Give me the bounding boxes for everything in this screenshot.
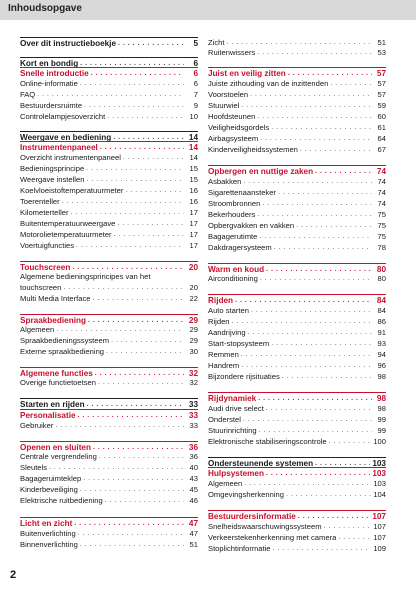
toc-entry: [208, 360, 386, 371]
toc-entry-page: 32: [188, 369, 198, 378]
toc-dot-leader: [62, 197, 184, 207]
toc-entry-label: Stuurwiel: [208, 101, 240, 110]
toc-entry-page: 53: [377, 48, 386, 57]
toc-dot-leader: [251, 306, 372, 316]
toc-entry: [20, 420, 198, 431]
toc-entry-label: Stoplichtinformatie: [208, 544, 271, 553]
toc-entry-label: Bedieningsprincipe: [20, 164, 85, 173]
toc-entry: [208, 100, 386, 111]
toc-entry-page: 14: [188, 133, 198, 142]
toc-entry-label: Gebruiker: [20, 421, 54, 430]
toc-entry-page: 98: [377, 372, 386, 381]
toc-entry: [20, 473, 198, 484]
toc-entry-page: 7: [193, 90, 198, 99]
toc-entry-page: 80: [377, 274, 386, 283]
toc-entry: [208, 176, 386, 187]
toc-entry: [208, 198, 386, 209]
toc-entry-label: Personalisatie: [20, 411, 76, 420]
toc-entry: [208, 122, 386, 133]
toc-entry-page: 47: [188, 519, 198, 528]
toc-dot-leader: [282, 372, 372, 382]
toc-entry: [208, 209, 386, 220]
toc-entry: [20, 111, 198, 122]
toc-entry-page: 14: [188, 143, 198, 152]
toc-entry-label: Sigarettenaansteker: [208, 188, 276, 197]
toc-dot-leader: [260, 134, 372, 144]
toc-dot-leader: [63, 283, 184, 293]
toc-entry: [20, 451, 198, 462]
toc-dot-leader: [123, 153, 184, 163]
toc-dot-leader: [243, 177, 372, 187]
toc-entry: [208, 521, 386, 532]
toc-entry-page: 86: [377, 317, 386, 326]
toc-entry-page: 16: [189, 186, 198, 195]
toc-entry: [20, 174, 198, 185]
toc-entry-page: 78: [377, 243, 386, 252]
toc-entry-label: Openen en sluiten: [20, 443, 91, 452]
toc-entry-page: 9: [193, 101, 198, 110]
toc-entry-label: Bagagerutimte: [208, 232, 258, 241]
toc-entry-label: Audi drive select: [208, 404, 264, 413]
toc-entry: [20, 324, 198, 335]
toc-entry-label: Rijden: [208, 296, 234, 305]
toc-entry: [20, 240, 198, 251]
toc-entry: [208, 133, 386, 144]
header-title: Inhoudsopgave: [8, 3, 82, 14]
toc-entry-page: 107: [373, 522, 386, 531]
toc-entry-page: 51: [377, 38, 386, 47]
toc-entry: [208, 543, 386, 554]
toc-dot-leader: [111, 336, 184, 346]
toc-entry-label: Over dit instructieboekje: [20, 39, 117, 48]
toc-entry: [208, 242, 386, 253]
toc-dot-leader: [80, 79, 184, 89]
toc-entry: [20, 495, 198, 506]
toc-entry: [208, 187, 386, 198]
toc-entry-page: 67: [377, 145, 386, 154]
toc-dot-leader: [274, 243, 372, 253]
toc-entry: [208, 316, 386, 327]
toc-entry-page: 104: [373, 490, 386, 499]
toc-entry: [208, 349, 386, 360]
toc-entry-label: Koelvloeistoftemperatuurmeter: [20, 186, 124, 195]
toc-entry-label: Spraakbediening: [20, 316, 86, 325]
toc-entry-page: 17: [189, 208, 198, 217]
toc-entry-label: Weergave en bediening: [20, 133, 112, 142]
toc-dot-leader: [106, 347, 184, 357]
toc-entry-label: Auto starten: [208, 306, 249, 315]
toc-entry-label: Voorstoelen: [208, 90, 249, 99]
toc-entry-label: Stuurinrichting: [208, 426, 257, 435]
toc-dot-leader: [232, 317, 372, 327]
toc-entry-page: 94: [377, 350, 386, 359]
toc-entry-page: 20: [188, 263, 198, 272]
toc-entry: [208, 78, 386, 89]
toc-entry-label: Multi Media Interface: [20, 294, 91, 303]
toc-entry: [208, 305, 386, 316]
toc-entry-label: Handrem: [208, 361, 240, 370]
toc-entry-label: Sleutels: [20, 463, 48, 472]
toc-entry-page: 75: [377, 232, 386, 241]
toc-entry-label: Algemeen: [20, 325, 55, 334]
toc-entry: [208, 532, 386, 543]
toc-entry: [208, 111, 386, 122]
toc-dot-leader: [84, 101, 184, 111]
toc-entry-page: 36: [188, 443, 198, 452]
toc-dot-leader: [86, 175, 184, 185]
toc-dot-leader: [272, 544, 371, 554]
toc-entry: [20, 346, 198, 357]
toc-entry-page: 20: [189, 283, 198, 292]
toc-dot-leader: [56, 325, 184, 335]
toc-entry: [20, 152, 198, 163]
toc-entry: [20, 218, 198, 229]
toc-entry-label: Dakdragersysteem: [208, 243, 272, 252]
toc-entry-page: 103: [373, 479, 386, 488]
toc-entry: [20, 335, 198, 346]
toc-entry-page: 103: [372, 469, 386, 478]
toc-entry-page: 93: [377, 339, 386, 348]
toc-entry-page: 33: [189, 421, 198, 430]
toc-entry: [20, 163, 198, 174]
toc-entry-page: 91: [377, 328, 386, 337]
toc-dot-leader: [78, 529, 184, 539]
toc-entry: [20, 293, 198, 304]
toc-entry: [20, 462, 198, 473]
toc-dot-leader: [125, 186, 184, 196]
toc-entry-page: 74: [377, 199, 386, 208]
toc-entry-page: 103: [372, 459, 386, 468]
toc-dot-leader: [260, 274, 372, 284]
toc-entry: [208, 338, 386, 349]
page-header: [0, 0, 416, 20]
toc-entry-page: 17: [189, 230, 198, 239]
toc-dot-leader: [257, 48, 372, 58]
toc-entry-page: 57: [376, 69, 386, 78]
toc-entry-page: 40: [189, 463, 198, 472]
toc-dot-leader: [241, 101, 372, 111]
toc-entry-label: Weergave instellen: [20, 175, 85, 184]
toc-entry-page: 46: [189, 496, 198, 505]
toc-entry-page: 100: [373, 437, 386, 446]
toc-entry-page: 30: [189, 347, 198, 356]
toc-entry-label: Buitenverlichting: [20, 529, 76, 538]
toc-entry-page: 57: [377, 79, 386, 88]
toc-dot-leader: [86, 164, 184, 174]
toc-dot-leader: [271, 339, 372, 349]
toc-dot-leader: [250, 90, 372, 100]
toc-entry-label: Bagageruimteklep: [20, 474, 82, 483]
toc-entry-page: 43: [189, 474, 198, 483]
toc-entry-label: Hulpsystemen: [208, 469, 264, 478]
toc-entry-label: Omgevingsherkenning: [208, 490, 284, 499]
toc-entry-label: Remmen: [208, 350, 239, 359]
toc-entry-page: 84: [377, 306, 386, 315]
toc-entry-page: 109: [373, 544, 386, 553]
toc-entry-label: Motorolietemperatuurmeter: [20, 230, 112, 239]
toc-dot-leader: [278, 188, 372, 198]
toc-entry-page: 17: [189, 241, 198, 250]
toc-entry-page: 33: [188, 411, 198, 420]
toc-entry-page: 5: [193, 39, 198, 48]
toc-entry-label: Snelheidswaarschuwingssysteem: [208, 522, 322, 531]
toc-entry-page: 74: [376, 167, 386, 176]
toc-entry-page: 96: [377, 361, 386, 370]
toc-entry-label: Algemene bedieningsprincipes van het: [20, 272, 151, 281]
toc-entry-label: Starten en rijden: [20, 400, 85, 409]
toc-entry-page: 99: [377, 426, 386, 435]
toc-entry: [208, 371, 386, 382]
toc-entry-label: Elektronische stabiliseringscontrole: [208, 437, 327, 446]
toc-entry-label: Externe spraakbediening: [20, 347, 105, 356]
toc-entry-label: Instrumentenpaneel: [20, 143, 98, 152]
toc-section-heading: [20, 37, 198, 49]
toc-entry-label: Controlelampjesoverzicht: [20, 112, 106, 121]
toc-entry: [208, 425, 386, 436]
toc-entry-label: Algemene functies: [20, 369, 93, 378]
toc-dot-leader: [98, 378, 184, 388]
toc-entry-label: Start-stopsysteem: [208, 339, 270, 348]
toc-entry-page: 29: [189, 336, 198, 345]
toc-entry-page: 14: [189, 153, 198, 162]
toc-entry: [20, 539, 198, 550]
toc-dot-leader: [266, 404, 372, 414]
toc-dot-leader: [329, 437, 372, 447]
toc-entry-page: 98: [376, 394, 386, 403]
toc-dot-leader: [80, 540, 184, 550]
toc-entry-label: Rijden: [208, 317, 230, 326]
toc-entry-label: touchscreen: [20, 283, 62, 292]
toc-entry-label: Spraakbedieningssysteem: [20, 336, 110, 345]
toc-entry-page: 99: [377, 415, 386, 424]
toc-dot-leader: [107, 112, 184, 122]
toc-dot-leader: [241, 350, 372, 360]
toc-entry-label: Stroombronnen: [208, 199, 261, 208]
toc-entry-page: 45: [189, 485, 198, 494]
toc-entry-label: Warm en koud: [208, 265, 265, 274]
toc-entry-label: Snelle introductie: [20, 69, 89, 78]
toc-dot-leader: [117, 219, 184, 229]
toc-entry-page: 29: [188, 316, 198, 325]
toc-entry-label: Kinderveiligheidssystemen: [208, 145, 298, 154]
toc-entry-label: Kort en bondig: [20, 59, 79, 68]
toc-entry-page: 61: [377, 123, 386, 132]
toc-entry-page: 59: [377, 101, 386, 110]
toc-entry-label: FAQ: [20, 90, 36, 99]
toc-dot-leader: [286, 490, 371, 500]
toc-entry-page: 10: [189, 112, 198, 121]
toc-entry-label: Rijdynamiek: [208, 394, 257, 403]
toc-entry: [20, 528, 198, 539]
toc-entry-label: Buitentemperatuurweergave: [20, 219, 116, 228]
toc-entry-label: Ruitenwissers: [208, 48, 256, 57]
toc-dot-leader: [257, 210, 372, 220]
toc-entry-label: Touchscreen: [20, 263, 71, 272]
toc-entry: [208, 231, 386, 242]
toc-entry-page: 6: [193, 79, 198, 88]
toc-entry-page: 80: [376, 265, 386, 274]
toc-entry-label: Toerenteller: [20, 197, 60, 206]
toc-entry-label: Hoofdsteunen: [208, 112, 256, 121]
toc-entry: [20, 89, 198, 100]
toc-entry-label: Elektrische ruitbediening: [20, 496, 103, 505]
toc-dot-leader: [76, 241, 184, 251]
toc-dot-leader: [330, 79, 372, 89]
toc-entry-label: Onderstel: [208, 415, 241, 424]
toc-entry-page: 107: [373, 533, 386, 542]
toc-entry: [208, 478, 386, 489]
toc-dot-leader: [271, 123, 372, 133]
toc-entry-label: Bijzondere rijsituaties: [208, 372, 280, 381]
toc-dot-leader: [300, 145, 372, 155]
toc-entry-page: 36: [189, 452, 198, 461]
toc-entry: [20, 185, 198, 196]
toc-entry-page: 75: [377, 210, 386, 219]
toc-dot-leader: [105, 496, 184, 506]
toc-entry-page: 33: [188, 400, 198, 409]
toc-entry: [20, 271, 198, 282]
toc-dot-leader: [114, 230, 184, 240]
page-number: 2: [10, 569, 17, 581]
toc-entry-label: Airconditioning: [208, 274, 258, 283]
toc-dot-leader: [259, 426, 372, 436]
toc-entry: [208, 414, 386, 425]
toc-entry-label: Veiligheidsgordels: [208, 123, 270, 132]
toc-entry-label: Airbagsysteem: [208, 134, 259, 143]
toc-entry: [208, 47, 386, 58]
toc-dot-leader: [71, 208, 184, 218]
toc-entry-label: Opbergen en nuttige zaken: [208, 167, 314, 176]
toc-entry-page: 57: [377, 90, 386, 99]
toc-entry-page: 64: [377, 134, 386, 143]
toc-entry-page: 74: [377, 188, 386, 197]
toc-dot-leader: [99, 452, 184, 462]
toc-entry-page: 75: [377, 221, 386, 230]
toc-entry: [208, 144, 386, 155]
toc-entry-label: Kinderbeveiliging: [20, 485, 78, 494]
toc-entry-label: Juist en veilig zitten: [208, 69, 286, 78]
toc-entry-label: Bestuurdersinformatie: [208, 512, 296, 521]
toc-entry: [20, 196, 198, 207]
toc-entry: [208, 89, 386, 100]
toc-entry-page: 29: [189, 325, 198, 334]
toc-entry-label: Ondersteunende systemen: [208, 459, 314, 468]
toc-entry-label: Juiste zithouding van de inzittenden: [208, 79, 329, 88]
toc-entry-page: 6: [193, 69, 198, 78]
toc-entry-label: Verkeerstekenherkenning met camera: [208, 533, 337, 542]
toc-entry-label: Asbakken: [208, 177, 242, 186]
toc-entry-page: 47: [189, 529, 198, 538]
toc-entry-page: 98: [377, 404, 386, 413]
toc-dot-leader: [296, 221, 372, 231]
toc-dot-leader: [248, 328, 372, 338]
toc-dot-leader: [244, 479, 371, 489]
toc-entry-label: Opbergvakken en vakken: [208, 221, 295, 230]
toc-entry-page: 60: [377, 112, 386, 121]
toc-entry-label: Voertuigfuncties: [20, 241, 75, 250]
toc-entry-page: 17: [189, 219, 198, 228]
toc-dot-leader: [243, 415, 372, 425]
toc-dot-leader: [80, 485, 184, 495]
toc-dot-leader: [257, 112, 372, 122]
toc-entry-label: Online-informatie: [20, 79, 78, 88]
toc-entry-page: 107: [372, 512, 386, 521]
toc-entry-label: Aandrijving: [208, 328, 246, 337]
toc-entry-label: Zicht: [208, 38, 225, 47]
toc-entry: [208, 273, 386, 284]
toc-entry-label: Licht en zicht: [20, 519, 73, 528]
toc-entry-page: 6: [193, 59, 198, 68]
toc-entry: [20, 377, 198, 388]
toc-entry-label: Bestuurdersruimte: [20, 101, 83, 110]
toc-dot-leader: [259, 232, 372, 242]
toc-entry: [20, 229, 198, 240]
toc-entry-label: Centrale vergrendeling: [20, 452, 97, 461]
toc-dot-leader: [92, 294, 184, 304]
toc-dot-leader: [83, 474, 184, 484]
toc-dot-leader: [118, 39, 184, 49]
toc-entry: [208, 403, 386, 414]
toc-dot-leader: [262, 199, 372, 209]
toc-entry: [20, 207, 198, 218]
toc-dot-leader: [55, 421, 184, 431]
toc-entry-label: Overzicht instrumentenpaneel: [20, 153, 121, 162]
toc-entry-page: 74: [377, 177, 386, 186]
toc-dot-leader: [324, 522, 372, 532]
toc-entry-page: 16: [189, 197, 198, 206]
toc-entry: [20, 100, 198, 111]
toc-entry-page: 51: [189, 540, 198, 549]
toc-entry: [208, 220, 386, 231]
toc-entry: [20, 78, 198, 89]
toc-dot-leader: [338, 533, 371, 543]
toc-entry-label: Binnenverlichting: [20, 540, 78, 549]
toc-entry: [208, 489, 386, 500]
toc-entry: [20, 282, 198, 293]
toc-dot-leader: [37, 90, 184, 100]
toc-dot-leader: [49, 463, 184, 473]
toc-entry: [208, 327, 386, 338]
toc-entry: [20, 484, 198, 495]
toc-dot-leader: [241, 361, 372, 371]
toc-entry-label: Kilometerteller: [20, 208, 69, 217]
toc-entry-page: 15: [189, 175, 198, 184]
toc-entry-label: Bekerhouders: [208, 210, 256, 219]
toc-entry-page: 15: [189, 164, 198, 173]
toc-entry-page: 84: [376, 296, 386, 305]
toc-entry-label: Algemeen: [208, 479, 243, 488]
toc-entry-label: Overige functietoetsen: [20, 378, 96, 387]
toc-entry-page: 32: [189, 378, 198, 387]
toc-entry-page: 22: [189, 294, 198, 303]
toc-entry: [208, 436, 386, 447]
